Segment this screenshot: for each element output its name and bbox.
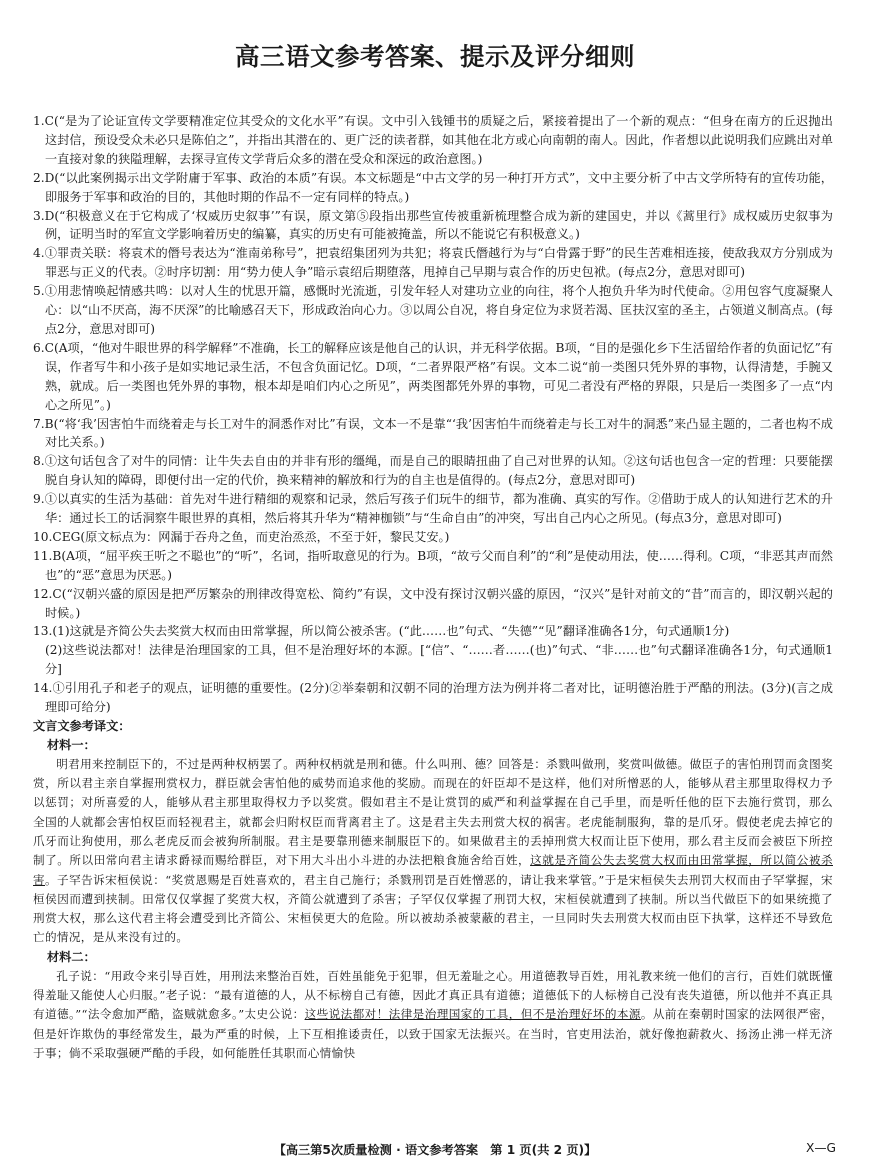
answer-item-10: 10.CEG(原文标点为：网漏于吞舟之鱼，而吏治烝烝，不至于奸，黎民艾安。) — [33, 529, 450, 544]
answer-item-1: 1.C(“是为了论证宣传文学要精准定位其受众的文化水平”有误。文中引入钱锺书的质疑之后，紧接着提出了一个新的观点：“但身在南方的丘迟抛出这封信，预设受众未必只是陈伯之”，并指出其潜在的、更广泛的读者群，如其他在北方或心向南朝的南人。因此，作者想以此说明我们应跳出对单一直接对象的狭隘理解，去探寻宣传文学背后众多的潜在受众和深远的政治意图。) — [33, 114, 833, 166]
answers-section — [33, 112, 833, 1063]
footer-page-info: 【高三第5次质量检测 · 语文参考答案 第 1 页(共 2 页)】 — [273, 1143, 597, 1157]
answer-item-11: 11.B(A项，“屈平疾王听之不聪也”的“听”，名词，指听取意见的行为。B项，“故亏父而自利”的“利”是使动用法，使……得利。C项，“非恶其声而然也”的“恶”意思为厌恶。) — [33, 548, 833, 582]
answer-item-12: 12.C(“汉朝兴盛的原因是把严厉繁杂的刑律改得宽松、简约”有误，文中没有探讨汉朝兴盛的原因，“汉兴”是针对前文的“昔”而言的，即汉朝兴起的时候。) — [33, 586, 833, 620]
answer-item-3: 3.D(“积极意义在于它构成了‘权威历史叙事’”有误，原文第⑤段指出那些宣传被重新梳理整合成为新的建国史，并以《蒿里行》成权威历史叙事为例，证明当时的军宣文学影响着历史的编纂，真实的历史有可能被掩盖，所以不能说它有积极意义。) — [33, 208, 833, 242]
answer-item-7: 7.B(“将‘我’因害怕牛而绕着走与长工对牛的洞悉作对比”有误，文本一不是靠“‘我’因害怕牛而绕着走与长工对牛的洞悉”来凸显主题的，二者也构不成对比关系。) — [33, 416, 833, 450]
translation-heading: 文言文参考译文： — [33, 719, 131, 733]
answer-item-13-part-2: (2)这些说法都对！法律是治理国家的工具，但不是治理好坏的本源。[“信”、“……者……(也)”句式、“非……也”句式翻译准确各1分，句式通顺1分] — [45, 643, 833, 677]
material-one-label: 材料一： — [47, 737, 96, 752]
answer-item-14: 14.①引用孔子和老子的观点，证明德的重要性。(2分)②举秦朝和汉朝不同的治理方法为例并将二者对比，证明德治胜于严酷的刑法。(3分)(言之成理即可给分) — [33, 681, 833, 715]
answer-item-8: 8.①这句话包含了对牛的同情：让牛失去自由的并非有形的缰绳，而是自己的眼睛扭曲了自己对世界的认知。②这句话也包含一定的哲理：只要能摆脱自身认知的障碍，即便付出一定的代价，换来精神的解放和行为的自主也是值得的。(每点2分，意思对即可) — [33, 454, 833, 488]
material-one-text: 明君用来控制臣下的，不过是两种权柄罢了。两种权柄就是刑和德。什么叫刑、德？回答是：杀戮叫做刑，奖赏叫做德。做臣子的害怕刑罚而贪图奖赏，所以君主亲自掌握刑赏权力，群臣就会害怕他的威势而追求他的奖励。而现在的奸臣却不是这样，他们对所憎恶的人，能够从君主那里取得权力予以惩罚；对所喜爱的人，能够从君主那里取得权力予以奖赏。假如君主不是让赏罚的威严和利益掌握在自己手里，而是听任他的臣下去施行赏罚，那么全国的人就都会害怕权臣而轻视君主，就都会归附权臣而背离君主了。这是君主失去刑赏大权的祸害。老虎能制服狗，靠的是爪牙。假使老虎去掉它的爪牙而让狗使用，那么老虎反而会被狗所制服。君主是要靠刑德来制服臣下的。如果做君主的丢掉刑赏大权而让臣下使用，那么君主反而会被臣下所控制了。所以田常向君主请求爵禄而赐给群臣，对下用大斗出小斗进的办法把粮食施舍给百姓，这就是齐简公失去奖赏大权而由田常掌握，所以简公被杀害。子罕告诉宋桓侯说：“奖赏恩赐是百姓喜欢的，君主自己施行；杀戮刑罚是百姓憎恶的，请让我来掌管。”于是宋桓侯失去刑罚大权而由子罕掌握，宋桓侯因而遭到挟制。田常仅仅掌握了奖赏大权，齐简公就遭到了杀害；子罕仅仅掌握了刑罚大权，宋桓侯就遭到了挟制。所以当代做臣下的如果统揽了刑赏大权，那么这代君主将会遭受到比齐简公、宋桓侯更大的危险。所以被劫杀被蒙蔽的君主，一旦同时失去刑赏大权而由臣下执掌，这样还不导致危亡的情况，是从来没有过的。 — [33, 756, 833, 945]
answer-item-13: 13.(1)这就是齐简公失去奖赏大权而由田常掌握，所以简公被杀害。(“此……也”句式、“失德”“见”翻译准确各1分，句式通顺1分) (2)这些说法都对！法律是治理国家的工具，但不是治理好坏的本源。[“信”、“……者……(也)”句式、“非……也”句式翻译准确各1分，句式通顺1分] — [33, 622, 833, 679]
footer-code: X—G — [806, 1141, 836, 1155]
answer-item-6: 6.C(A项，“他对牛眼世界的科学解释”不准确，长工的解释应该是他自己的认识，并无科学依据。B项，“目的是强化乡下生活留给作者的负面记忆”有误，作者写牛和小孩子是如实地记录生活，不包含负面记忆。D项，“二者界限严格”有误。文本二说“前一类图只凭外界的事物，认得清楚，手腕又熟，就成。后一类图也凭外界的事物，根本却是咱们内心之所见”，两类图都凭外界的事物，可见二者没有严格的界限，只是后一类图多了一点“内心之所见”。) — [33, 340, 833, 412]
answer-item-5: 5.①用悲情唤起情感共鸣：以对人生的忧思开篇，感慨时光流逝，引发年轻人对建功立业的向往，将个人抱负升华为时代使命。②用包容气度凝聚人心：以“山不厌高，海不厌深”的比喻感召天下，形成政治向心力。③以周公自况，将自身定位为求贤若渴、匡扶汉室的圣主，占领道义制高点。(每点2分，意思对即可) — [33, 284, 833, 336]
underlined-sentence-1: 这就是齐简公失去奖赏大权而由田常掌握，所以简公被杀害 — [33, 853, 833, 887]
material-two-text: 孔子说：“用政令来引导百姓，用刑法来整治百姓，百姓虽能免于犯罪，但无羞耻之心。用道德教导百姓，用礼教来统一他们的言行，百姓们就既懂得羞耻又能使人心归服。”老子说：“最有道德的人，从不标榜自己有德，因此才真正具有道德；道德低下的人标榜自己没有丧失道德，所以他并不真正具有道德。”“法令愈加严酷，盗贼就愈多。”太史公说：这些说法都对！法律是治理国家的工具，但不是治理好坏的本源。从前在秦朝时国家的法网很严密，但是奸诈欺伪的事经常发生，最为严重的时候，上下互相推诿责任，以致于国家无法振兴。在当时，官吏用法治，就好像抱薪救火、扬汤止沸一样无济于事；倘不采取强硬严酷的手段，如何能胜任其职而心情愉快 — [33, 968, 833, 1060]
answer-item-2: 2.D(“以此案例揭示出文学附庸于军事、政治的本质”有误。本文标题是“中古文学的另一种打开方式”，文中主要分析了中古文学所特有的宣传功能，即服务于军事和政治的目的，其他时期的作品不一定有同样的特点。) — [33, 170, 833, 204]
answer-item-4: 4.①罪责关联：将袁术的僭号表达为“淮南弟称号”，把袁绍集团列为共犯；将袁氏僭越行为与“白骨露于野”的民生苦难相连接，使敌我双方分别成为罪恶与正义的代表。②时序切割：用“势力使人争”暗示袁绍后期堕落，甩掉自己早期与袁合作的历史包袱。(每点2分，意思对即可) — [33, 246, 833, 280]
material-two-label: 材料二： — [47, 949, 96, 964]
underlined-sentence-2: 这些说法都对！法律是治理国家的工具，但不是治理好坏的本源 — [304, 1007, 641, 1022]
answer-item-9: 9.①以真实的生活为基础：首先对牛进行精细的观察和记录，然后写孩子们玩牛的细节，都为准确、真实的写作。②借助于成人的认知进行艺术的升华：通过长工的话洞察牛眼世界的真相，然后将其升华为“精神枷锁”与“生命自由”的冲突，写出自己内心之所见。(每点3分，意思对即可) — [33, 492, 833, 526]
page-title: 高三语文参考答案、提示及评分细则 — [235, 42, 635, 71]
